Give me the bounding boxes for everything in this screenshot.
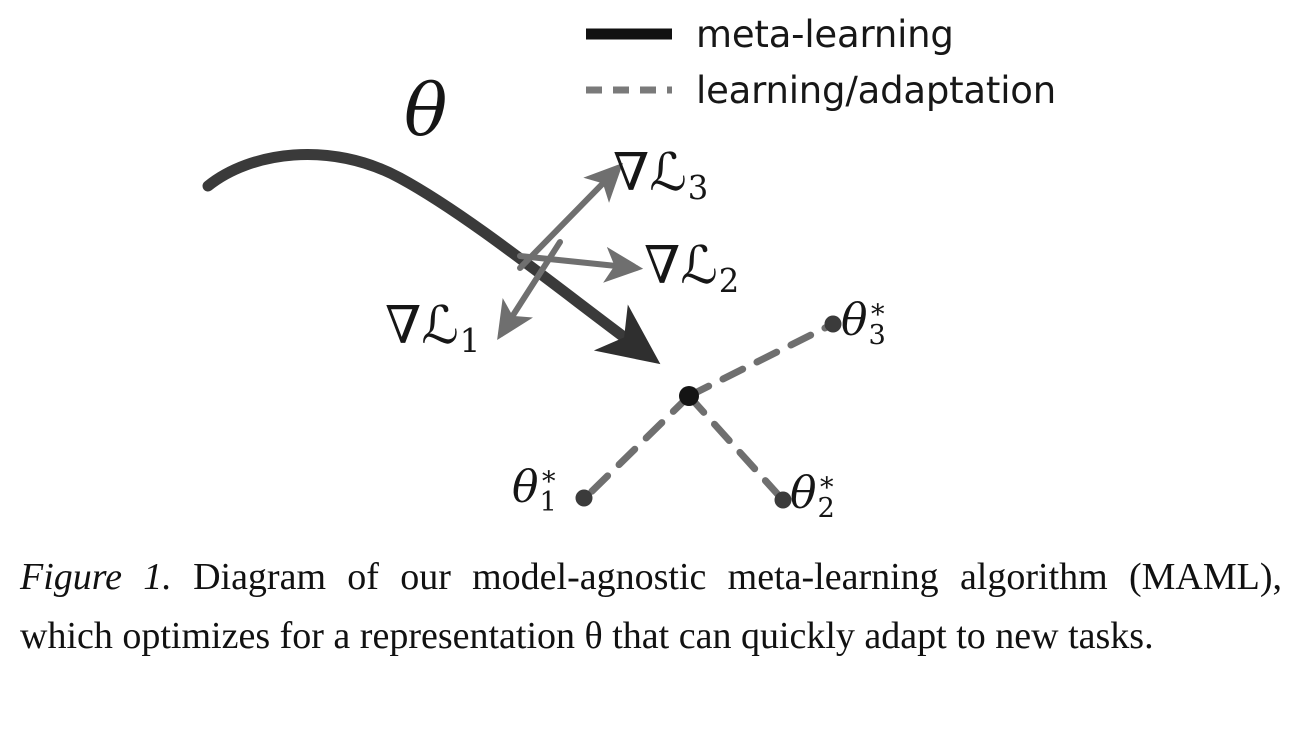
gradient-l3-label: [613, 143, 709, 208]
legend-item-adaptation: [584, 62, 1124, 118]
index-glyph: 2: [817, 492, 835, 524]
theta1-star-indices: [539, 461, 559, 518]
figure-caption-text: Diagram of our model-agnostic meta-learning algorithm (MAML), which optimizes for a representation θ that can quickly adapt to new tasks.: [20, 556, 1283, 657]
index-glyph: 1: [539, 486, 557, 518]
loss-index-2: 2: [718, 262, 740, 301]
theta-label: θ: [404, 68, 448, 152]
theta1-star-label: [512, 461, 559, 518]
nabla-icon: ∇: [385, 296, 422, 356]
theta3-star-label: [841, 294, 888, 351]
index-glyph: 3: [868, 319, 886, 351]
theta3-star-indices: [868, 294, 888, 351]
gradient-l1-label: [385, 296, 481, 361]
nabla-icon: ∇: [644, 236, 681, 296]
theta2-star-indices: [817, 467, 837, 524]
star-glyph: ∗: [539, 461, 559, 492]
theta2-star-label: [790, 467, 837, 524]
figure-caption: [20, 548, 1282, 666]
meta-parameter-point: [679, 386, 699, 406]
legend-label-adaptation: learning/adaptation: [696, 68, 1056, 112]
task3-optimum-point: [825, 316, 842, 333]
legend: [584, 6, 1124, 118]
loss-script-2: ℒ: [680, 236, 718, 296]
theta-symbol: θ: [512, 461, 539, 513]
legend-item-meta-learning: [584, 6, 1124, 62]
loss-script-1: ℒ: [421, 296, 459, 356]
loss-index-1: 1: [459, 322, 481, 361]
gradient-l2-label: [644, 236, 740, 301]
solid-line-icon: [584, 24, 674, 44]
dashed-line-icon: [584, 80, 674, 100]
nabla-icon: ∇: [613, 143, 650, 203]
theta-symbol: θ: [841, 294, 868, 346]
loss-index-3: 3: [687, 169, 709, 208]
star-glyph: ∗: [817, 467, 837, 498]
star-glyph: ∗: [868, 294, 888, 325]
theta-symbol: θ: [790, 467, 817, 519]
task1-optimum-point: [576, 490, 593, 507]
legend-label-meta-learning: meta-learning: [696, 12, 954, 56]
loss-script-3: ℒ: [649, 143, 687, 203]
figure-number: Figure 1.: [20, 556, 172, 598]
gradient-arrow-l3: [520, 168, 618, 268]
task2-optimum-point: [775, 492, 792, 509]
